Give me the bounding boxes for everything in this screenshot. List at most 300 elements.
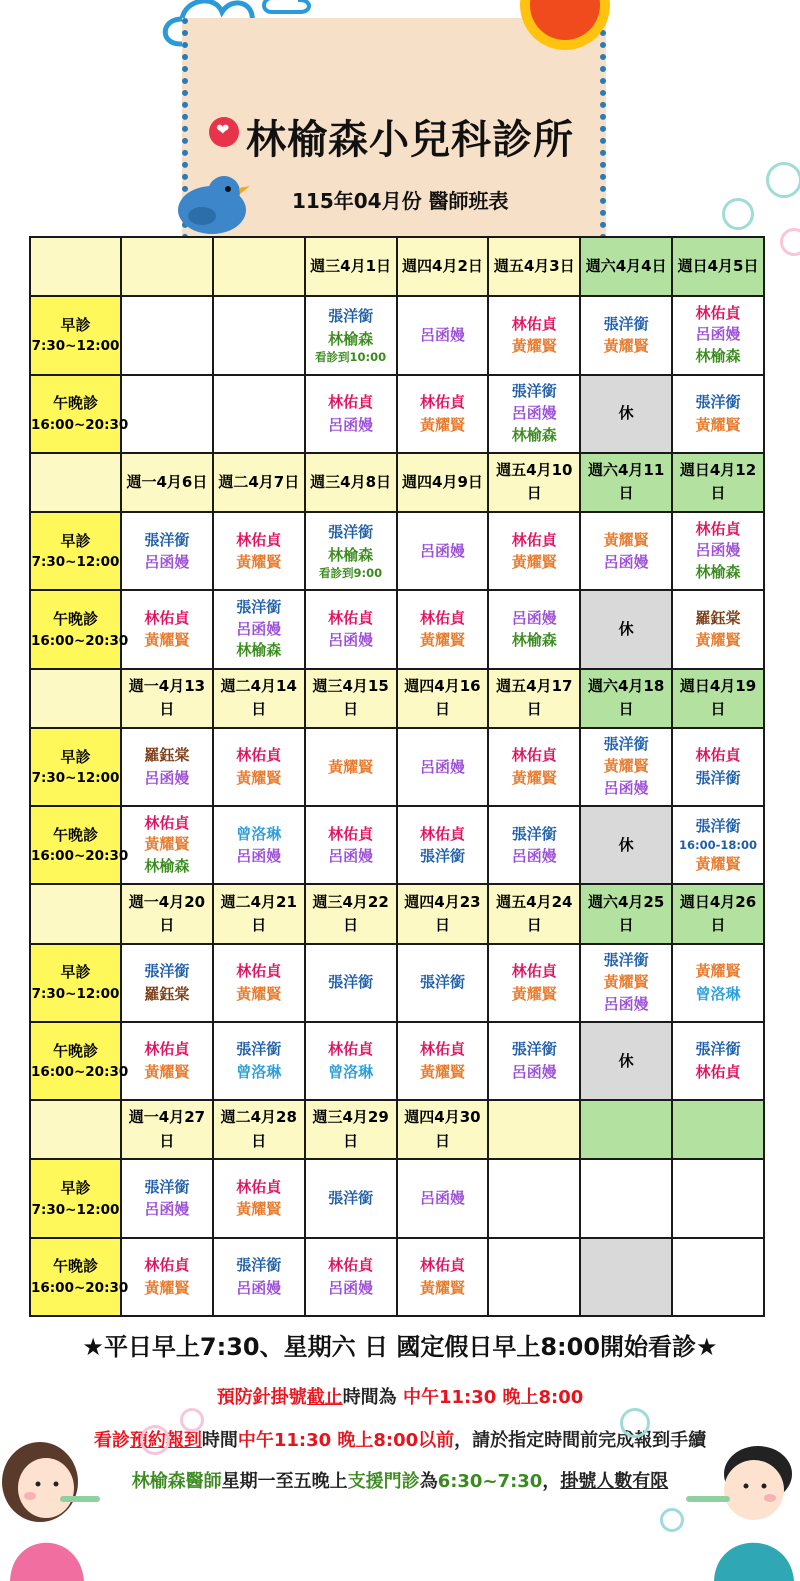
doctor-name: 黃耀賢 bbox=[236, 1200, 282, 1219]
day-header bbox=[672, 453, 764, 512]
bubble-decoration bbox=[140, 1425, 170, 1455]
doctor-name: 林榆森 bbox=[695, 347, 741, 366]
bubble-decoration bbox=[620, 1408, 650, 1438]
weekday-label: 週日 bbox=[677, 256, 708, 275]
schedule-cell bbox=[121, 728, 213, 806]
day-header bbox=[488, 237, 580, 296]
schedule-cell bbox=[397, 590, 489, 668]
schedule-cell bbox=[213, 1159, 305, 1237]
schedule-cell bbox=[672, 944, 764, 1022]
shift-name: 早診 bbox=[60, 1179, 91, 1198]
schedule-cell bbox=[580, 1159, 672, 1237]
day-off-cell bbox=[580, 590, 672, 668]
schedule-cell bbox=[121, 806, 213, 884]
day-header bbox=[305, 237, 397, 296]
day-header bbox=[213, 1100, 305, 1159]
weekday-label: 週二 bbox=[220, 892, 251, 911]
day-header bbox=[580, 884, 672, 943]
date-label: 4月2日 bbox=[432, 256, 483, 275]
schedule-cell bbox=[488, 512, 580, 590]
corner-cell bbox=[30, 237, 121, 296]
hours-note: 16:00-18:00 bbox=[679, 837, 758, 852]
doctor-name: 黃耀賢 bbox=[144, 1062, 190, 1081]
note-text: 預約報到 bbox=[129, 1430, 202, 1451]
schedule-cell bbox=[213, 590, 305, 668]
weekday-label: 週五 bbox=[496, 676, 527, 695]
schedule-cell bbox=[488, 728, 580, 806]
doctor-name: 張洋銜 bbox=[144, 1177, 190, 1196]
shift-name: 早診 bbox=[60, 531, 91, 550]
doctor-name: 黃耀賢 bbox=[603, 530, 649, 549]
date-label: 4月1日 bbox=[340, 256, 392, 275]
date-label: 4月22日 bbox=[342, 892, 389, 934]
shift-name: 午晚診 bbox=[52, 394, 98, 413]
schedule-cell bbox=[305, 296, 397, 374]
note-text: 6:30~7:30 bbox=[437, 1471, 543, 1492]
schedule-cell bbox=[672, 590, 764, 668]
schedule-cell bbox=[397, 375, 489, 453]
day-header bbox=[580, 237, 672, 296]
morning-shift-label bbox=[30, 512, 121, 590]
schedule-cell bbox=[397, 1238, 489, 1316]
day-header bbox=[121, 237, 213, 296]
schedule-subtitle: 115年04月份 醫師班表 bbox=[292, 189, 509, 213]
doctor-name: 張洋銜 bbox=[328, 307, 374, 326]
doctor-name: 呂函嫚 bbox=[511, 403, 557, 422]
doctor-name: 黃耀賢 bbox=[511, 768, 557, 787]
evening-shift-row bbox=[30, 590, 764, 668]
shift-name: 早診 bbox=[60, 747, 91, 766]
morning-shift-row bbox=[30, 944, 764, 1022]
note-text: 支援門診 bbox=[347, 1471, 420, 1492]
shift-name: 早診 bbox=[60, 315, 91, 334]
doctor-name: 林佑貞 bbox=[511, 962, 557, 981]
doctor-name: 呂函嫚 bbox=[328, 631, 374, 650]
doctor-name: 呂函嫚 bbox=[603, 553, 649, 572]
shift-name: 早診 bbox=[60, 963, 91, 982]
doctor-schedule-table bbox=[29, 236, 765, 1317]
weekday-label: 週三 bbox=[310, 472, 341, 491]
doctor-name: 林佑貞 bbox=[419, 393, 465, 412]
doctor-name: 林佑貞 bbox=[419, 1256, 465, 1275]
doctor-name: 張洋銜 bbox=[603, 314, 649, 333]
doctor-name: 曾洛琳 bbox=[695, 984, 741, 1003]
evening-shift-row bbox=[30, 1022, 764, 1100]
doctor-name: 黃耀賢 bbox=[236, 553, 282, 572]
date-label: 4月13日 bbox=[158, 676, 206, 719]
day-header bbox=[488, 1100, 580, 1159]
doctor-name: 呂函嫚 bbox=[603, 778, 649, 797]
date-label: 4月26日 bbox=[709, 892, 757, 934]
day-header bbox=[397, 669, 489, 728]
weekday-label: 週五 bbox=[493, 256, 524, 275]
schedule-cell bbox=[672, 1159, 764, 1237]
doctor-name: 呂函嫚 bbox=[603, 994, 649, 1013]
weekday-label: 週六 bbox=[587, 676, 618, 695]
day-header bbox=[672, 669, 764, 728]
doctor-name: 呂函嫚 bbox=[511, 1062, 557, 1081]
doctor-name: 羅鈺棠 bbox=[695, 608, 741, 627]
doctor-name: 林佑貞 bbox=[144, 1256, 190, 1275]
schedule-cell bbox=[305, 375, 397, 453]
schedule-cell bbox=[121, 296, 213, 374]
schedule-cell bbox=[672, 1238, 764, 1316]
doctor-name: 黃耀賢 bbox=[603, 972, 649, 991]
doctor-name: 林佑貞 bbox=[695, 519, 741, 538]
doctor-name: 呂函嫚 bbox=[328, 415, 374, 434]
shift-time: 16:00~20:30 bbox=[31, 632, 129, 649]
doctor-name: 林榆森 bbox=[328, 329, 374, 348]
schedule-cell bbox=[213, 375, 305, 453]
note-text: 中午11:30 晚上8:00 bbox=[396, 1387, 584, 1408]
doctor-name: 呂函嫚 bbox=[419, 541, 465, 560]
weekday-label: 週六 bbox=[585, 256, 616, 275]
day-header bbox=[213, 669, 305, 728]
evening-shift-label bbox=[30, 806, 129, 884]
doctor-name: 呂函嫚 bbox=[236, 619, 282, 638]
doctor-name: 呂函嫚 bbox=[419, 757, 465, 776]
schedule-cell bbox=[488, 296, 580, 374]
schedule-cell bbox=[580, 728, 672, 806]
bird-icon bbox=[172, 172, 250, 236]
weekday-label: 週五 bbox=[496, 461, 527, 480]
doctor-name: 張洋銜 bbox=[695, 817, 741, 836]
day-off-cell bbox=[580, 375, 672, 453]
heart-icon bbox=[209, 117, 239, 147]
doctor-name: 曾洛琳 bbox=[236, 1062, 282, 1081]
date-label: 4月14日 bbox=[250, 676, 297, 719]
schedule-cell bbox=[488, 1238, 580, 1316]
schedule-cell bbox=[672, 296, 764, 374]
shift-time: 16:00~20:30 bbox=[31, 848, 129, 865]
schedule-cell bbox=[397, 512, 489, 590]
date-label: 4月27日 bbox=[158, 1108, 206, 1150]
schedule-cell bbox=[121, 590, 213, 668]
doctor-name: 呂函嫚 bbox=[144, 553, 190, 572]
doctor-name: 黃耀賢 bbox=[236, 768, 282, 787]
doctor-name: 林佑貞 bbox=[236, 1177, 282, 1196]
doctor-name: 林榆森 bbox=[511, 425, 557, 444]
doctor-name: 呂函嫚 bbox=[236, 1278, 282, 1297]
doctor-name: 林佑貞 bbox=[419, 608, 465, 627]
doctor-name: 林榆森 bbox=[144, 857, 190, 876]
shift-time: 7:30~12:00 bbox=[31, 554, 120, 571]
day-header bbox=[580, 453, 672, 512]
doctor-name: 林佑貞 bbox=[695, 746, 741, 765]
schedule-cell bbox=[488, 806, 580, 884]
doctor-name: 呂函嫚 bbox=[328, 847, 374, 866]
note-text: 截止 bbox=[306, 1387, 343, 1408]
day-off-cell bbox=[580, 806, 672, 884]
doctor-name: 黃耀賢 bbox=[511, 553, 557, 572]
week-header-row bbox=[30, 1100, 764, 1159]
doctor-name: 張洋銜 bbox=[236, 1256, 282, 1275]
shift-time: 16:00~20:30 bbox=[31, 1279, 129, 1296]
schedule-cell bbox=[305, 1238, 397, 1316]
doctor-name: 曾洛琳 bbox=[328, 1062, 374, 1081]
date-label: 4月16日 bbox=[434, 676, 481, 719]
morning-shift-label bbox=[30, 944, 121, 1022]
date-label: 4月25日 bbox=[617, 892, 665, 934]
evening-shift-label bbox=[30, 1022, 129, 1100]
weekday-label: 週三 bbox=[312, 1108, 343, 1127]
doctor-name: 林佑貞 bbox=[511, 530, 557, 549]
bubble-decoration bbox=[722, 198, 754, 230]
doctor-name: 呂函嫚 bbox=[236, 847, 282, 866]
evening-shift-label bbox=[30, 590, 129, 668]
date-label: 4月7日 bbox=[248, 472, 300, 491]
week-header-row bbox=[30, 237, 764, 296]
note-text: 星期一至五晚上 bbox=[221, 1471, 348, 1492]
doctor-name: 林佑貞 bbox=[419, 824, 465, 843]
week-header-row bbox=[30, 453, 764, 512]
date-label: 4月10日 bbox=[526, 461, 573, 503]
day-header bbox=[397, 884, 489, 943]
date-label: 4月9日 bbox=[432, 472, 483, 491]
schedule-cell bbox=[397, 806, 489, 884]
date-label: 4月5日 bbox=[707, 256, 759, 275]
schedule-cell bbox=[305, 728, 397, 806]
date-label: 4月8日 bbox=[340, 472, 392, 491]
day-header bbox=[305, 669, 397, 728]
day-header bbox=[121, 669, 213, 728]
doctor-name: 林佑貞 bbox=[328, 393, 374, 412]
date-label: 4月12日 bbox=[709, 461, 757, 503]
doctor-name: 張洋銜 bbox=[236, 597, 282, 616]
boy-illustration bbox=[686, 1430, 800, 1581]
schedule-cell bbox=[121, 1238, 213, 1316]
weekday-label: 週四 bbox=[402, 256, 433, 275]
date-label: 4月30日 bbox=[434, 1108, 481, 1150]
date-label: 4月3日 bbox=[523, 256, 575, 275]
date-label: 4月19日 bbox=[709, 676, 757, 719]
note-text: 時間為 bbox=[342, 1387, 397, 1408]
doctor-name: 黃耀賢 bbox=[695, 854, 741, 873]
bubble-decoration bbox=[660, 1508, 684, 1532]
date-label: 4月6日 bbox=[156, 472, 208, 491]
doctor-name: 黃耀賢 bbox=[511, 337, 557, 356]
doctor-name: 張洋銜 bbox=[328, 973, 374, 992]
doctor-name: 張洋銜 bbox=[236, 1040, 282, 1059]
weekday-label: 週六 bbox=[587, 461, 618, 480]
bubble-decoration bbox=[766, 162, 800, 198]
schedule-cell bbox=[305, 1159, 397, 1237]
weekday-label: 週一 bbox=[128, 892, 159, 911]
doctor-name: 林佑貞 bbox=[328, 1256, 374, 1275]
doctor-name: 張洋銜 bbox=[144, 530, 190, 549]
girl-illustration bbox=[0, 1430, 120, 1581]
note-text: 為 bbox=[419, 1471, 438, 1492]
schedule-cell bbox=[672, 728, 764, 806]
doctor-name: 張洋銜 bbox=[419, 973, 465, 992]
schedule-cell bbox=[213, 512, 305, 590]
weekday-label: 週一 bbox=[126, 472, 157, 491]
day-header bbox=[488, 884, 580, 943]
shift-time: 7:30~12:00 bbox=[31, 770, 120, 787]
schedule-cell bbox=[488, 944, 580, 1022]
weekday-label: 週日 bbox=[679, 892, 710, 911]
evening-shift-row bbox=[30, 806, 764, 884]
evening-shift-label bbox=[30, 375, 129, 453]
schedule-cell bbox=[580, 944, 672, 1022]
doctor-name: 張洋銜 bbox=[695, 768, 741, 787]
shift-name: 午晚診 bbox=[52, 1041, 98, 1060]
weekday-label: 週一 bbox=[128, 676, 159, 695]
shift-time: 16:00~20:30 bbox=[31, 416, 129, 433]
day-header bbox=[305, 884, 397, 943]
shift-time: 7:30~12:00 bbox=[31, 338, 120, 355]
day-off-label: 休 bbox=[618, 835, 634, 854]
day-header bbox=[121, 453, 213, 512]
doctor-name: 林佑貞 bbox=[236, 530, 282, 549]
doctor-name: 黃耀賢 bbox=[419, 415, 465, 434]
day-header bbox=[305, 453, 397, 512]
week-header-row bbox=[30, 884, 764, 943]
schedule-cell bbox=[121, 1159, 213, 1237]
doctor-name: 張洋銜 bbox=[144, 962, 190, 981]
note-text: 看診 bbox=[93, 1430, 130, 1451]
note-text: 預防針掛號 bbox=[216, 1387, 307, 1408]
weekday-label: 週三 bbox=[310, 256, 341, 275]
doctor-name: 林榆森 bbox=[511, 631, 557, 650]
schedule-cell bbox=[672, 512, 764, 590]
day-header bbox=[213, 453, 305, 512]
schedule-cell bbox=[213, 1238, 305, 1316]
schedule-cell bbox=[488, 1022, 580, 1100]
doctor-name: 黃耀賢 bbox=[144, 1278, 190, 1297]
date-label: 4月24日 bbox=[526, 892, 573, 934]
shift-time: 7:30~12:00 bbox=[31, 1201, 120, 1218]
schedule-cell bbox=[580, 512, 672, 590]
doctor-name: 張洋銜 bbox=[603, 735, 649, 754]
weekday-label: 週三 bbox=[312, 676, 343, 695]
doctor-name: 張洋銜 bbox=[511, 824, 557, 843]
doctor-name: 林佑貞 bbox=[144, 608, 190, 627]
corner-cell bbox=[30, 884, 121, 943]
day-header bbox=[121, 884, 213, 943]
evening-shift-row bbox=[30, 375, 764, 453]
doctor-name: 林佑貞 bbox=[419, 1040, 465, 1059]
day-off-label: 休 bbox=[618, 1051, 634, 1070]
schedule-cell bbox=[121, 512, 213, 590]
evening-shift-row bbox=[30, 1238, 764, 1316]
date-label: 4月28日 bbox=[250, 1108, 297, 1150]
day-header bbox=[397, 1100, 489, 1159]
doctor-name: 黃耀賢 bbox=[695, 962, 741, 981]
schedule-cell bbox=[305, 590, 397, 668]
doctor-name: 黃耀賢 bbox=[144, 631, 190, 650]
note-text: 掛號人數有限 bbox=[560, 1471, 669, 1492]
doctor-name: 林佑貞 bbox=[511, 746, 557, 765]
schedule-cell bbox=[397, 1022, 489, 1100]
date-label: 4月20日 bbox=[158, 892, 206, 934]
day-header bbox=[488, 453, 580, 512]
schedule-cell bbox=[672, 1022, 764, 1100]
schedule-cell bbox=[305, 806, 397, 884]
clinic-title: 林榆森小兒科診所 bbox=[246, 117, 574, 163]
schedule-cell bbox=[397, 296, 489, 374]
doctor-name: 林佑貞 bbox=[328, 1040, 374, 1059]
doctor-name: 張洋銜 bbox=[695, 1040, 741, 1059]
bubble-decoration bbox=[780, 228, 800, 256]
weekday-label: 週二 bbox=[220, 1108, 251, 1127]
vaccine-registration-note bbox=[0, 1383, 800, 1409]
day-header bbox=[121, 1100, 213, 1159]
doctor-name: 黃耀賢 bbox=[236, 984, 282, 1003]
weekday-label: 週二 bbox=[218, 472, 249, 491]
doctor-name: 林佑貞 bbox=[695, 1062, 741, 1081]
checkin-note bbox=[0, 1426, 800, 1452]
day-header bbox=[580, 669, 672, 728]
day-header bbox=[397, 453, 489, 512]
doctor-name: 林佑貞 bbox=[144, 1040, 190, 1059]
doctor-name: 呂函嫚 bbox=[511, 847, 557, 866]
doctor-name: 羅鈺棠 bbox=[144, 984, 190, 1003]
note-text: 林榆森醫師 bbox=[131, 1471, 222, 1492]
doctor-name: 張洋銜 bbox=[511, 1040, 557, 1059]
doctor-name: 呂函嫚 bbox=[695, 541, 741, 560]
doctor-name: 呂函嫚 bbox=[419, 326, 465, 345]
weekday-label: 週四 bbox=[402, 472, 433, 491]
evening-shift-label bbox=[30, 1238, 129, 1316]
doctor-name: 林榆森 bbox=[328, 545, 374, 564]
date-label: 4月21日 bbox=[250, 892, 297, 934]
note-text: 時間 bbox=[201, 1430, 238, 1451]
day-header bbox=[213, 237, 305, 296]
morning-shift-row bbox=[30, 1159, 764, 1237]
weekday-label: 週六 bbox=[587, 892, 618, 911]
doctor-name: 黃耀賢 bbox=[419, 1062, 465, 1081]
day-header bbox=[397, 237, 489, 296]
date-label: 4月15日 bbox=[342, 676, 389, 719]
doctor-name: 林佑貞 bbox=[144, 813, 190, 832]
schedule-cell bbox=[672, 806, 764, 884]
morning-shift-label bbox=[30, 296, 121, 374]
doctor-name: 羅鈺棠 bbox=[144, 746, 190, 765]
note-text: ，請於指定時間前完成報到手續 bbox=[454, 1430, 707, 1451]
weekday-label: 週一 bbox=[128, 1108, 159, 1127]
schedule-cell bbox=[397, 728, 489, 806]
shift-name: 午晚診 bbox=[52, 1257, 98, 1276]
doctor-name: 黃耀賢 bbox=[419, 631, 465, 650]
date-label: 4月18日 bbox=[617, 676, 665, 719]
doctor-name: 曾洛琳 bbox=[236, 824, 282, 843]
date-label: 4月17日 bbox=[526, 676, 573, 719]
doctor-name: 黃耀賢 bbox=[511, 984, 557, 1003]
doctor-name: 黃耀賢 bbox=[695, 631, 741, 650]
weekday-label: 週四 bbox=[404, 1108, 435, 1127]
weekday-label: 週日 bbox=[679, 676, 710, 695]
schedule-cell bbox=[305, 512, 397, 590]
doctor-name: 張洋銜 bbox=[328, 1189, 374, 1208]
schedule-cell bbox=[213, 1022, 305, 1100]
schedule-cell bbox=[580, 1238, 672, 1316]
doctor-name: 林榆森 bbox=[236, 641, 282, 660]
morning-shift-row bbox=[30, 512, 764, 590]
doctor-name: 林佑貞 bbox=[236, 962, 282, 981]
corner-cell bbox=[30, 1100, 121, 1159]
note-text: 中午11:30 晚上8:00以前 bbox=[237, 1430, 455, 1451]
doctor-name: 呂函嫚 bbox=[144, 768, 190, 787]
schedule-cell bbox=[213, 944, 305, 1022]
doctor-name: 黃耀賢 bbox=[603, 757, 649, 776]
day-header bbox=[580, 1100, 672, 1159]
date-label: 4月23日 bbox=[434, 892, 481, 934]
shift-time: 16:00~20:30 bbox=[31, 1064, 129, 1081]
date-label: 4月29日 bbox=[342, 1108, 389, 1150]
weekday-label: 週二 bbox=[220, 676, 251, 695]
doctor-name: 張洋銜 bbox=[328, 523, 374, 542]
